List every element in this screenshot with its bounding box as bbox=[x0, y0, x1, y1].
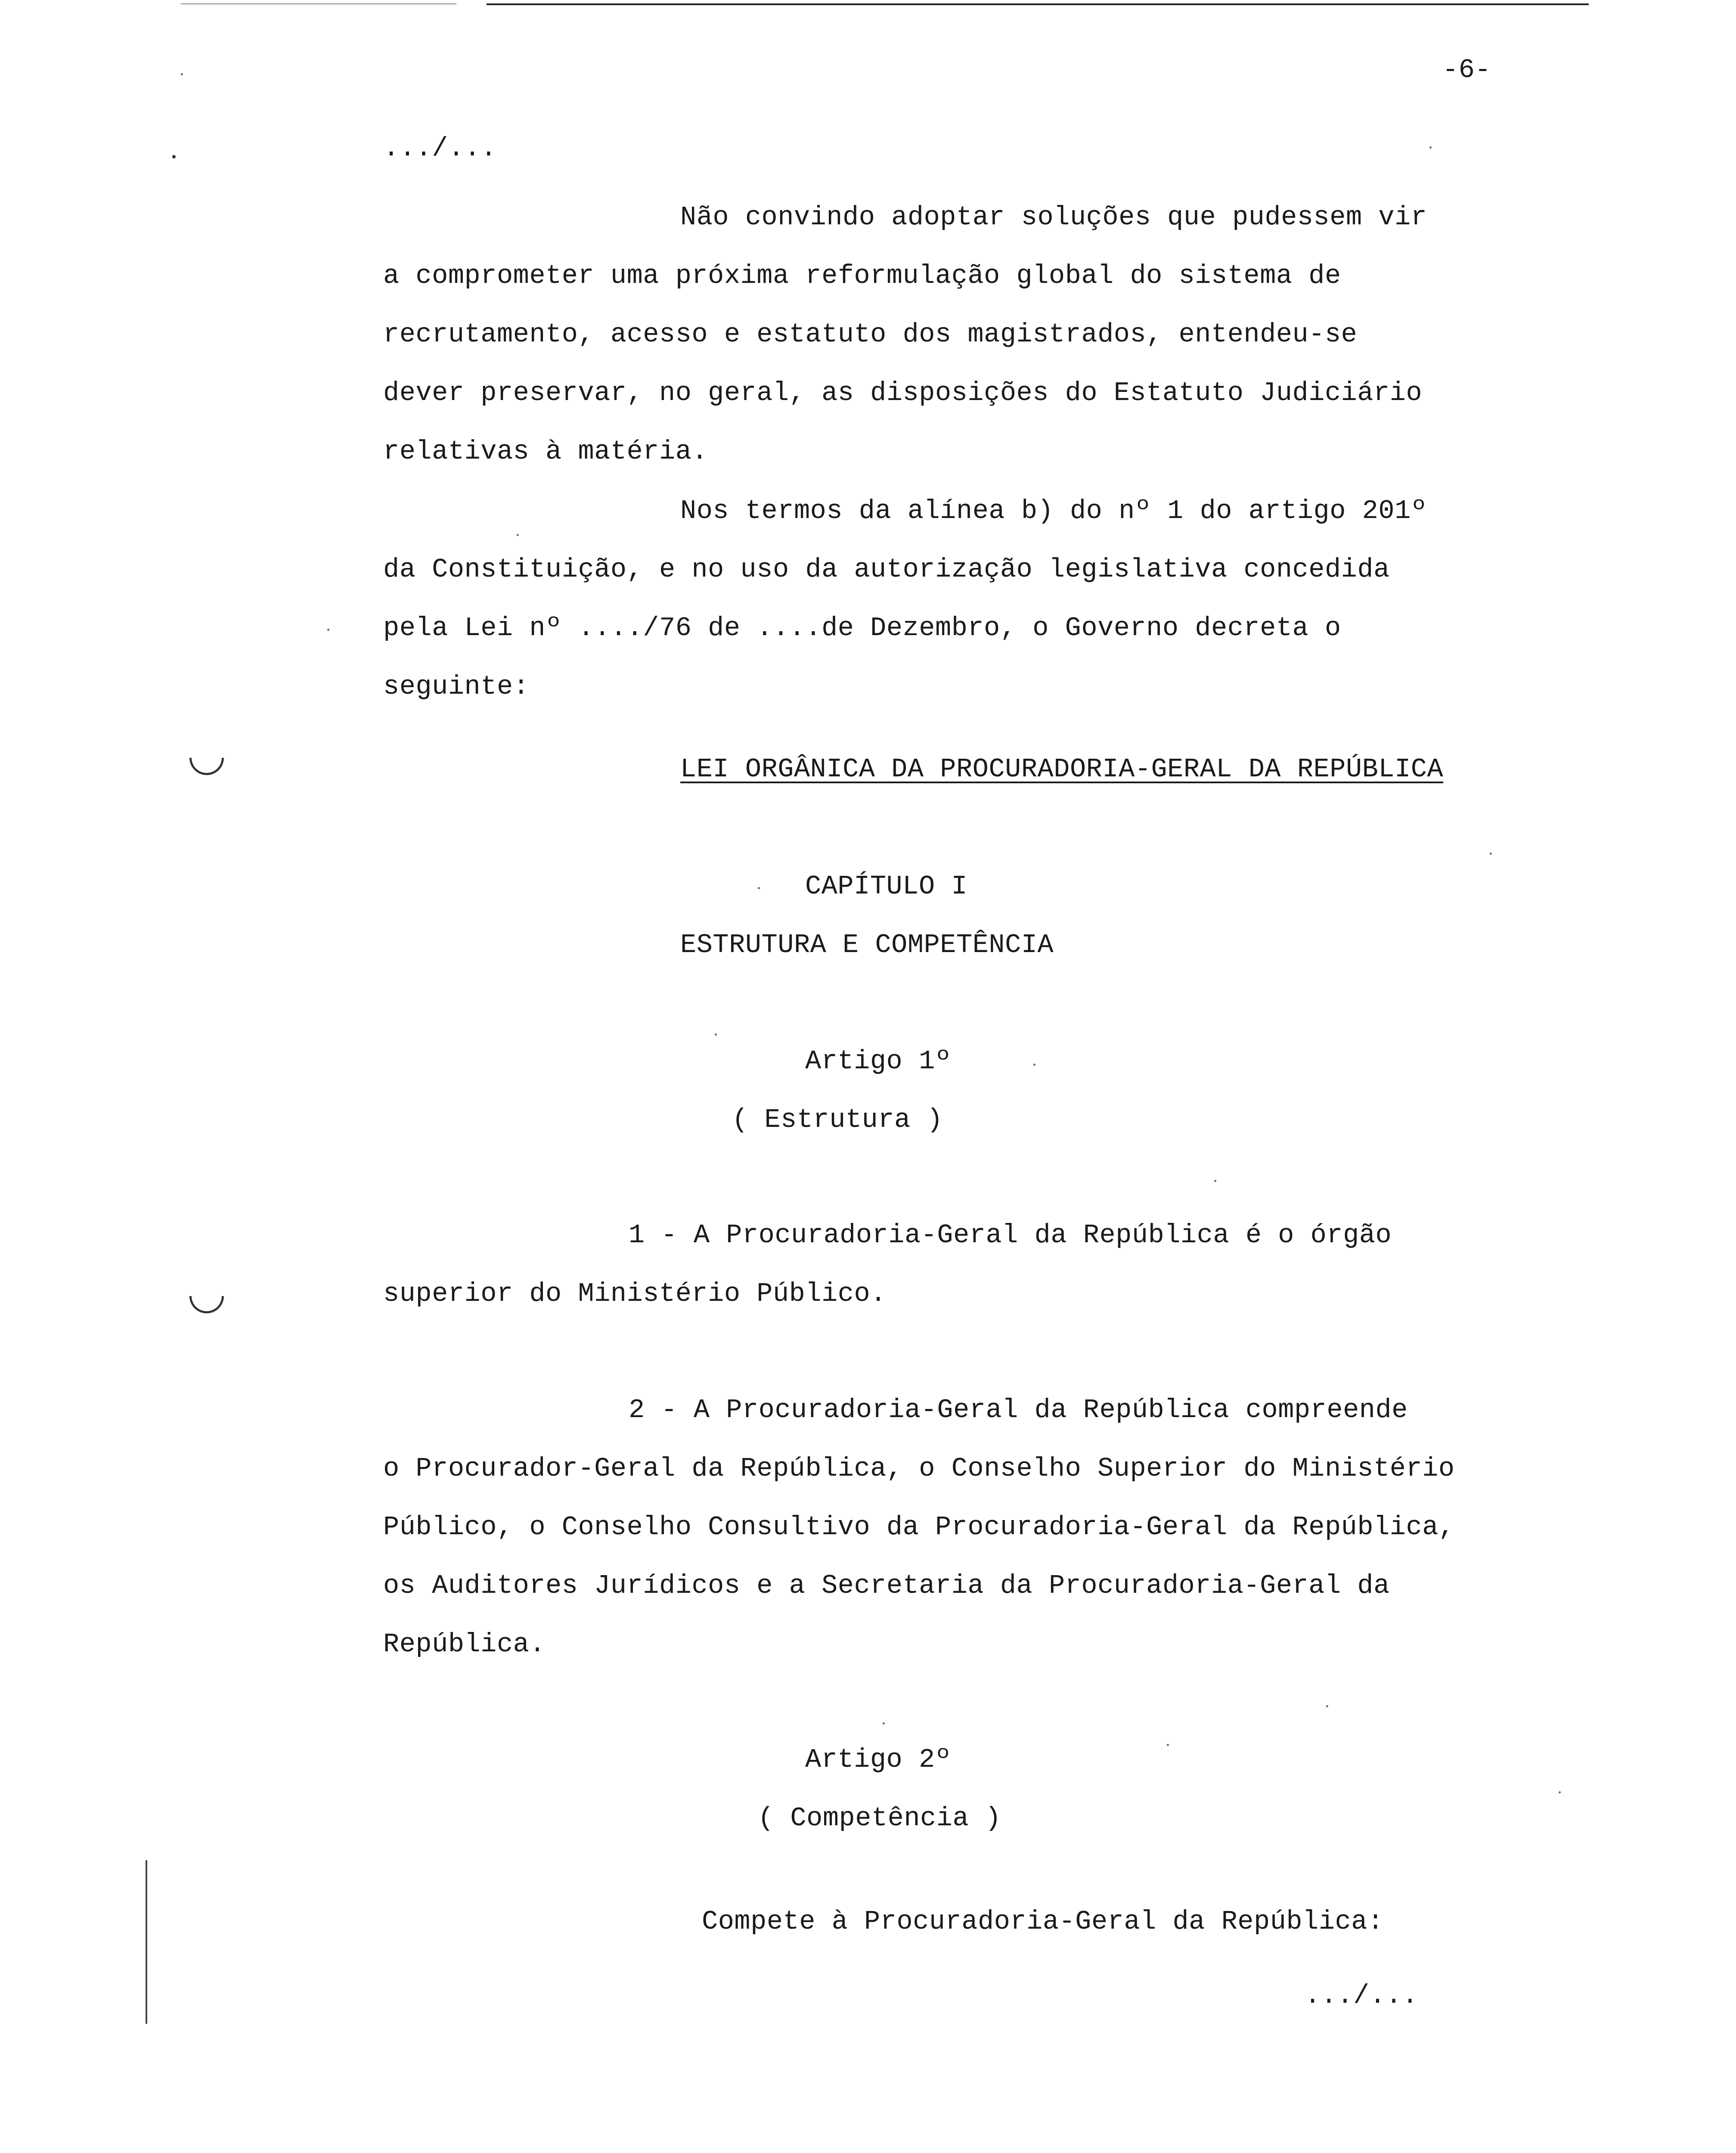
preamble-line: da Constituição, e no uso da autorização legislativa concedida bbox=[383, 554, 1390, 585]
scan-speck bbox=[327, 629, 329, 631]
article-1-item-line: superior do Ministério Público. bbox=[383, 1278, 887, 1309]
article-2-subtitle: ( Competência ) bbox=[758, 1803, 1001, 1833]
article-1-item-line: o Procurador-Geral da República, o Conselho Superior do Ministério bbox=[383, 1453, 1455, 1484]
binder-hole-mark bbox=[182, 1272, 231, 1320]
scan-speck bbox=[181, 73, 183, 75]
scan-speck bbox=[758, 887, 760, 889]
continuation-bottom: .../... bbox=[1305, 1980, 1418, 2011]
preamble-line: Nos termos da alínea b) do nº 1 do artigo 201º bbox=[680, 496, 1427, 526]
preamble-line: relativas à matéria. bbox=[383, 436, 708, 467]
top-border-line-left bbox=[181, 3, 456, 4]
scan-speck bbox=[1214, 1180, 1216, 1182]
scan-speck bbox=[1167, 1744, 1169, 1746]
preamble-line: seguinte: bbox=[383, 671, 530, 702]
scan-speck bbox=[517, 534, 519, 536]
scan-speck bbox=[883, 1722, 885, 1725]
preamble-line: recrutamento, acesso e estatuto dos magistrados, entendeu-se bbox=[383, 319, 1358, 350]
preamble-line: a comprometer uma próxima reformulação global do sistema de bbox=[383, 261, 1341, 291]
scan-speck bbox=[1490, 853, 1492, 855]
article-2-label: Artigo 2º bbox=[805, 1744, 952, 1775]
article-1-item-line: 2 - A Procuradoria-Geral da República compreende bbox=[629, 1395, 1408, 1425]
scan-speck bbox=[1429, 146, 1432, 149]
continuation-top: .../... bbox=[383, 133, 497, 164]
article-1-item-line: os Auditores Jurídicos e a Secretaria da Procuradoria-Geral da bbox=[383, 1570, 1390, 1601]
preamble-line: dever preservar, no geral, as disposições do Estatuto Judiciário bbox=[383, 378, 1423, 408]
article-1-item-line: 1 - A Procuradoria-Geral da República é o órgão bbox=[629, 1220, 1392, 1250]
article-2-intro: Compete à Procuradoria-Geral da República: bbox=[702, 1906, 1384, 1937]
scan-edge-line bbox=[146, 1860, 147, 2024]
chapter-label: CAPÍTULO I bbox=[805, 871, 968, 902]
article-1-item-line: Público, o Conselho Consultivo da Procuradoria-Geral da República, bbox=[383, 1512, 1455, 1542]
preamble-line: pela Lei nº ..../76 de ....de Dezembro, o Governo decreta o bbox=[383, 613, 1341, 643]
article-1-label: Artigo 1º bbox=[805, 1046, 952, 1076]
article-1-subtitle: ( Estrutura ) bbox=[732, 1104, 943, 1135]
article-1-item-line: República. bbox=[383, 1629, 546, 1660]
top-border-line bbox=[487, 3, 1589, 5]
law-title: LEI ORGÂNICA DA PROCURADORIA-GERAL DA REPÚBLICA bbox=[680, 754, 1444, 785]
scan-speck bbox=[715, 1033, 717, 1036]
scan-speck bbox=[1559, 1791, 1561, 1793]
scan-speck bbox=[1033, 1064, 1035, 1066]
scan-speck bbox=[1326, 1705, 1328, 1707]
scan-speck bbox=[172, 155, 176, 158]
page-number: -6- bbox=[1442, 55, 1491, 85]
preamble-line: Não convindo adoptar soluções que pudessem vir bbox=[680, 202, 1427, 233]
binder-hole-mark bbox=[182, 733, 231, 782]
chapter-title: ESTRUTURA E COMPETÊNCIA bbox=[680, 930, 1054, 960]
